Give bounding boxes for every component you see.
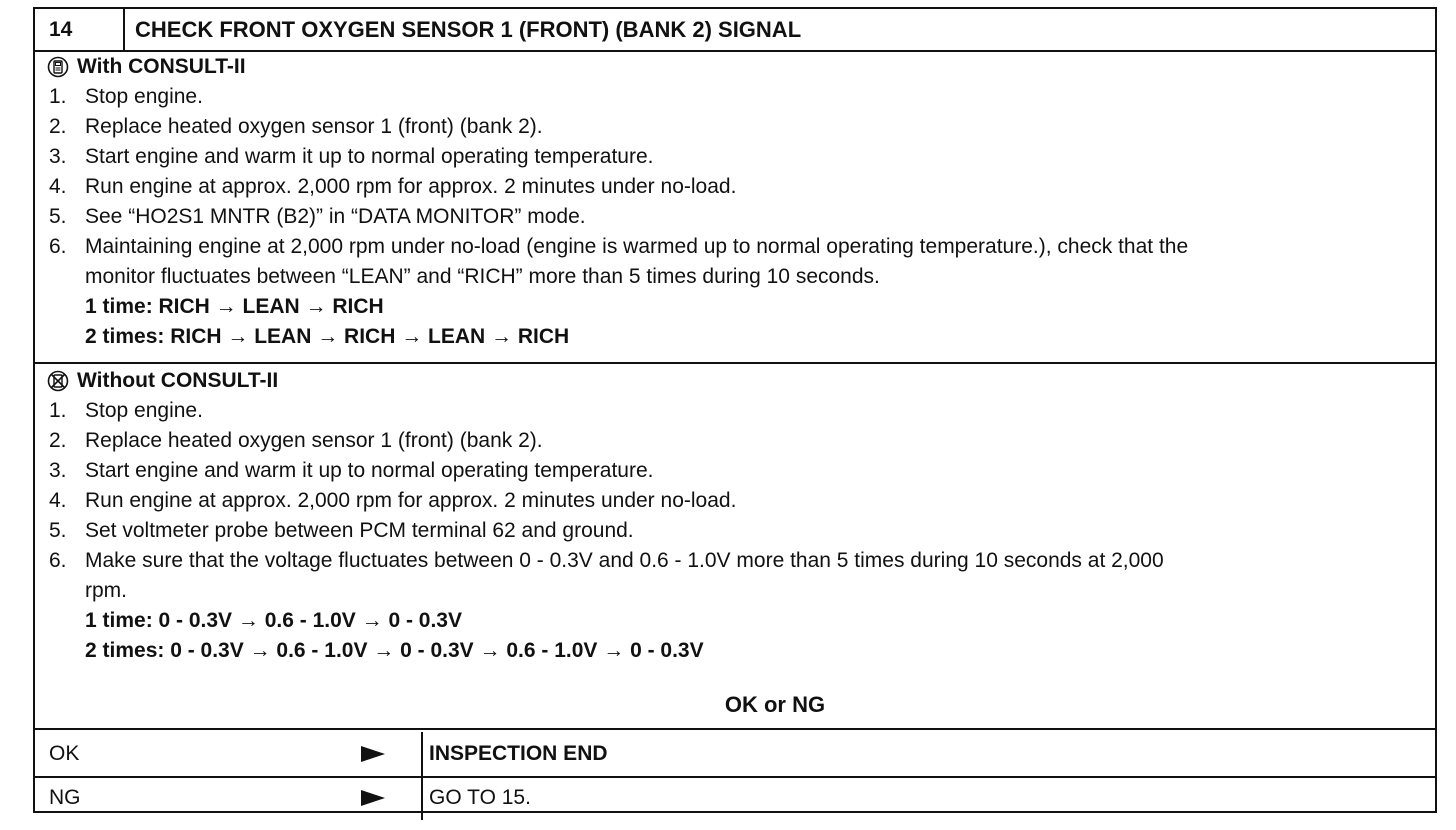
ok-or-ng-label: OK or NG	[724, 692, 826, 717]
with-consult-heading	[47, 52, 1435, 82]
with-step-6	[47, 232, 1435, 262]
step-text: See “HO2S1 MNTR (B2)” in “DATA MONITOR” mode.	[85, 205, 586, 228]
step-text: Stop engine.	[85, 399, 203, 422]
without-step-2	[47, 426, 1435, 456]
column-divider	[421, 776, 423, 820]
step-title: CHECK FRONT OXYGEN SENSOR 1 (FRONT) (BANK 2) SIGNAL	[135, 17, 802, 42]
without-step-4	[47, 486, 1435, 516]
without-example-2-times: 2 times: 0 - 0.3V → 0.6 - 1.0V → 0 - 0.3V → 0.6 - 1.0V → 0 - 0.3V	[85, 639, 704, 662]
result-label: OK	[49, 742, 80, 765]
step-text: Run engine at approx. 2,000 rpm for approx. 2 minutes under no-load.	[85, 175, 737, 198]
with-example-1-time: 1 time: RICH → LEAN → RICH	[85, 295, 384, 318]
without-consult-section	[35, 366, 1435, 730]
step-number: 14	[35, 9, 125, 50]
step-num: 5.	[49, 519, 67, 542]
with-example-2-times: 2 times: RICH → LEAN → RICH → LEAN → RICH	[85, 325, 570, 348]
result-label: NG	[49, 786, 81, 809]
step-text: Replace heated oxygen sensor 1 (front) (bank 2).	[85, 429, 543, 452]
result-action: GO TO 15.	[429, 786, 531, 809]
step-num: 5.	[49, 205, 67, 228]
step-num: 2.	[49, 115, 67, 138]
step-num: 6.	[49, 235, 67, 258]
step-text: Set voltmeter probe between PCM terminal 62 and ground.	[85, 519, 634, 542]
inspection-table	[33, 7, 1437, 813]
step-num: 3.	[49, 459, 67, 482]
step-text: Make sure that the voltage fluctuates between 0 - 0.3V and 0.6 - 1.0V more than 5 times during 10 seconds at 2,000	[85, 549, 1164, 572]
with-step-4	[47, 172, 1435, 202]
without-consult-heading	[47, 366, 1435, 396]
step-text: Start engine and warm it up to normal operating temperature.	[85, 145, 654, 168]
consult-device-icon	[47, 56, 69, 78]
step-num: 1.	[49, 399, 67, 422]
without-step-5	[47, 516, 1435, 546]
step-num: 1.	[49, 85, 67, 108]
with-step-5	[47, 202, 1435, 232]
result-action: INSPECTION END	[429, 742, 608, 765]
result-row-ng	[35, 776, 1435, 820]
step-header	[35, 9, 1435, 52]
no-consult-icon	[47, 370, 69, 392]
step-num: 4.	[49, 175, 67, 198]
step-text: Maintaining engine at 2,000 rpm under no-load (engine is warmed up to normal operating temperature.), check that the	[85, 235, 1189, 258]
without-example-1-time: 1 time: 0 - 0.3V → 0.6 - 1.0V → 0 - 0.3V	[85, 609, 462, 632]
without-consult-heading-text: Without CONSULT-II	[77, 369, 279, 392]
with-consult-section	[35, 52, 1435, 364]
step-text: Start engine and warm it up to normal operating temperature.	[85, 459, 654, 482]
with-consult-heading-text: With CONSULT-II	[77, 55, 246, 78]
step-text: Run engine at approx. 2,000 rpm for approx. 2 minutes under no-load.	[85, 489, 737, 512]
with-step-3	[47, 142, 1435, 172]
arrow-right-icon	[361, 790, 385, 806]
step-text: Stop engine.	[85, 85, 203, 108]
without-step-6-continued: rpm.	[85, 579, 127, 602]
without-step-3	[47, 456, 1435, 486]
result-row-ok	[35, 732, 1435, 778]
with-step-6-continued: monitor fluctuates between “LEAN” and “RICH” more than 5 times during 10 seconds.	[85, 265, 880, 288]
arrow-right-icon	[361, 746, 385, 762]
step-num: 4.	[49, 489, 67, 512]
without-step-6	[47, 546, 1435, 576]
with-step-2	[47, 112, 1435, 142]
without-step-1	[47, 396, 1435, 426]
step-num: 3.	[49, 145, 67, 168]
column-divider	[421, 732, 423, 776]
with-step-1	[47, 82, 1435, 112]
step-num: 2.	[49, 429, 67, 452]
step-num: 6.	[49, 549, 67, 572]
step-text: Replace heated oxygen sensor 1 (front) (bank 2).	[85, 115, 543, 138]
